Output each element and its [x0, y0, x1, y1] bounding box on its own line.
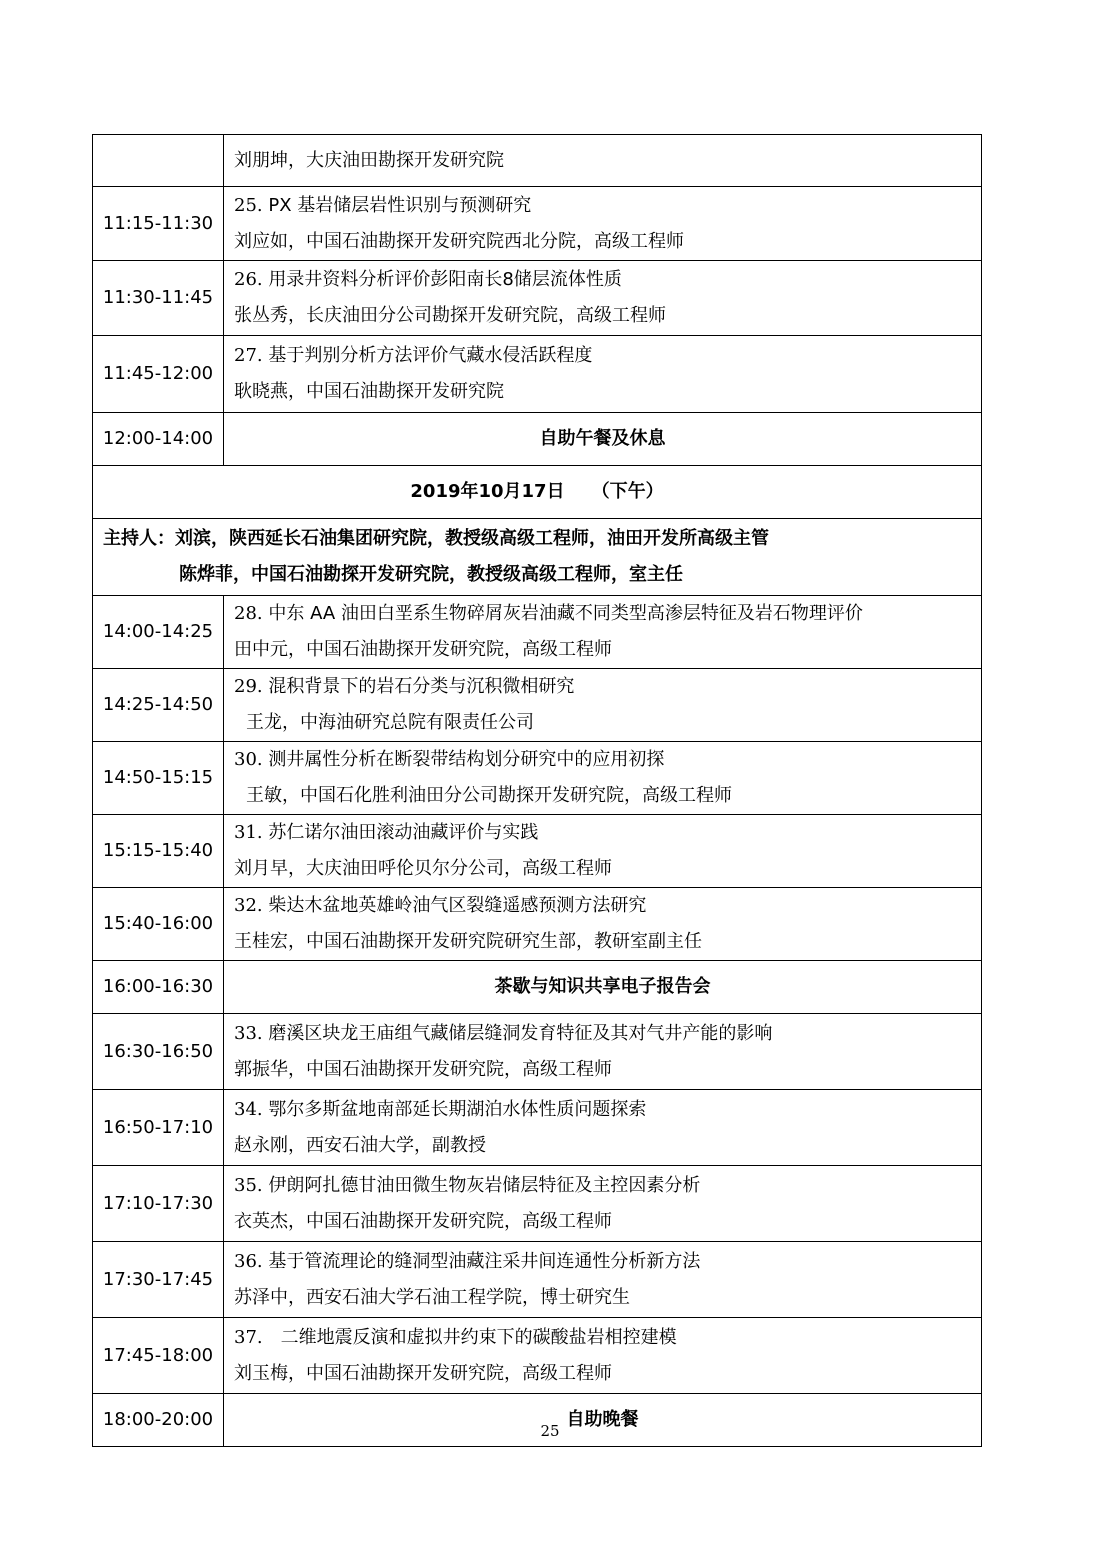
- time-cell: 14:00-14:25: [93, 596, 224, 669]
- talk-number: 35.: [234, 1174, 263, 1196]
- table-row: [93, 135, 982, 187]
- speaker-text: 刘玉梅，中国石油勘探开发研究院，高级工程师: [234, 1362, 612, 1384]
- talk-title-text: 测井属性分析在断裂带结构划分研究中的应用初探: [262, 749, 665, 770]
- talk-cell: [224, 888, 982, 961]
- speaker-text: 郭振华，中国石油勘探开发研究院，高级工程师: [234, 1058, 612, 1080]
- talk-title-text: 中东 AA 油田白垩系生物碎屑灰岩油藏不同类型高渗层特征及岩石物理评价: [262, 603, 863, 624]
- time-cell: 15:40-16:00: [93, 888, 224, 961]
- speaker-text: 刘应如，中国石油勘探开发研究院西北分院，高级工程师: [234, 230, 684, 252]
- speaker-text: 田中元，中国石油勘探开发研究院，高级工程师: [234, 639, 612, 660]
- talk-title: [234, 1092, 981, 1128]
- talk-cell: [224, 135, 982, 187]
- time-cell: 16:30-16:50: [93, 1014, 224, 1090]
- speaker-text: 张丛秀，长庆油田分公司勘探开发研究院，高级工程师: [234, 305, 666, 326]
- talk-title: [234, 262, 981, 298]
- table-row: [93, 1166, 982, 1242]
- table-row: [93, 888, 982, 961]
- time-cell: 15:15-15:40: [93, 815, 224, 888]
- tea-block: [93, 961, 982, 1014]
- talk-title-text: 伊朗阿扎德甘油田微生物灰岩储层特征及主控因素分析: [262, 1174, 701, 1196]
- talk-number: 27.: [234, 345, 263, 366]
- host-cell: [93, 519, 982, 596]
- talk-number: 25.: [234, 194, 263, 216]
- talk-title: [234, 1168, 981, 1204]
- talk-title: [234, 596, 981, 632]
- table-row: [93, 187, 982, 261]
- speaker-info: [234, 1128, 981, 1164]
- talk-title-text: 用录井资料分析评价彭阳南长8储层流体性质: [262, 269, 622, 290]
- speaker-text: 王桂宏，中国石油勘探开发研究院研究生部，教研室副主任: [234, 931, 702, 952]
- speaker-info: [234, 924, 981, 960]
- talk-title: [234, 742, 981, 778]
- talk-cell: [224, 1166, 982, 1242]
- talk-title-text: 二维地震反演和虚拟井约束下的碳酸盐岩相控建模: [262, 1326, 677, 1348]
- talk-number: 31.: [234, 822, 263, 843]
- talk-number: 36.: [234, 1250, 263, 1272]
- table-row: [93, 261, 982, 336]
- talk-title-text: 苏仁诺尔油田滚动油藏评价与实践: [262, 822, 539, 843]
- talk-number: 29.: [234, 676, 263, 697]
- speaker-info: [234, 1204, 981, 1240]
- host-line-2: 陈烨菲，中国石油勘探开发研究院，教授级高级工程师，室主任: [179, 564, 683, 585]
- speaker-text: 苏泽中，西安石油大学石油工程学院，博士研究生: [234, 1286, 630, 1308]
- speaker-text: 刘月早，大庆油田呼伦贝尔分公司，高级工程师: [234, 858, 612, 879]
- speaker-text: 王龙，中海油研究总院有限责任公司: [246, 712, 534, 733]
- time-cell: 14:50-15:15: [93, 742, 224, 815]
- talk-title-text: 刘朋坤，大庆油田勘探开发研究院: [234, 149, 504, 171]
- talk-cell: [224, 1242, 982, 1318]
- talk-title: [234, 669, 981, 705]
- talk-number: 30.: [234, 749, 263, 770]
- host-line-1: 主持人：刘滨，陕西延长石油集团研究院，教授级高级工程师，油田开发所高级主管: [103, 528, 769, 549]
- talk-title-text: 鄂尔多斯盆地南部延长期湖泊水体性质问题探索: [262, 1098, 647, 1120]
- talk-number: 34.: [234, 1098, 263, 1120]
- time-cell: 17:10-17:30: [93, 1166, 224, 1242]
- speaker-info: [234, 224, 981, 260]
- speaker-info: [234, 1052, 981, 1088]
- time-cell: 14:25-14:50: [93, 669, 224, 742]
- talk-title: [234, 1016, 981, 1052]
- talk-cell: [224, 596, 982, 669]
- table-row: [93, 961, 982, 1014]
- talk-title: [234, 888, 981, 924]
- table-row: [93, 519, 982, 596]
- speaker-text: 王敏，中国石化胜利油田分公司勘探开发研究院，高级工程师: [246, 785, 732, 806]
- table-row: [93, 466, 982, 519]
- talk-cell: [224, 1090, 982, 1166]
- speaker-text: 耿晓燕，中国石油勘探开发研究院: [234, 381, 504, 402]
- talk-title-text: 柴达木盆地英雄岭油气区裂缝遥感预测方法研究: [262, 895, 647, 916]
- table-row: [93, 1014, 982, 1090]
- table-row: [93, 336, 982, 413]
- talk-cell: [224, 1318, 982, 1394]
- break-label: 茶歇与知识共享电子报告会: [224, 961, 982, 1014]
- lunch-block: [93, 413, 982, 596]
- talk-cell: [224, 336, 982, 413]
- time-cell: [93, 135, 224, 187]
- table-row: [93, 596, 982, 669]
- talk-cell: [224, 669, 982, 742]
- session-header: 2019年10月17日 （下午）: [93, 466, 982, 519]
- speaker-info: [234, 1280, 981, 1316]
- table-row: [93, 413, 982, 466]
- talk-title: [234, 815, 981, 851]
- time-cell: 17:30-17:45: [93, 1242, 224, 1318]
- break-label: 自助午餐及休息: [224, 413, 982, 466]
- talk-title: [234, 143, 981, 179]
- speaker-info: [234, 705, 981, 741]
- morning-block: [93, 135, 982, 413]
- talk-title-text: 磨溪区块龙王庙组气藏储层缝洞发育特征及其对气井产能的影响: [262, 1022, 773, 1044]
- time-cell: 16:00-16:30: [93, 961, 224, 1014]
- speaker-text: 衣英杰，中国石油勘探开发研究院，高级工程师: [234, 1210, 612, 1232]
- talk-title: [234, 1320, 981, 1356]
- talk-number: 26.: [234, 269, 263, 290]
- break-label: 自助晚餐: [224, 1394, 982, 1447]
- talk-number: 32.: [234, 895, 263, 916]
- table-row: [93, 1242, 982, 1318]
- talk-title-text: 基于管流理论的缝洞型油藏注采井间连通性分析新方法: [262, 1250, 701, 1272]
- speaker-info: [234, 632, 981, 668]
- schedule-table: [92, 134, 982, 1447]
- talk-cell: [224, 261, 982, 336]
- table-row: [93, 1090, 982, 1166]
- page-number: 25: [540, 1422, 560, 1440]
- time-cell: 16:50-17:10: [93, 1090, 224, 1166]
- speaker-info: [234, 851, 981, 887]
- speaker-info: [234, 374, 981, 410]
- speaker-info: [234, 298, 981, 334]
- afternoon-block-1: [93, 596, 982, 961]
- afternoon-block-2: [93, 1014, 982, 1394]
- talk-cell: [224, 815, 982, 888]
- talk-title: [234, 188, 981, 224]
- time-cell: 11:45-12:00: [93, 336, 224, 413]
- talk-title-text: 混积背景下的岩石分类与沉积微相研究: [262, 676, 575, 697]
- talk-cell: [224, 1014, 982, 1090]
- talk-number: 37.: [234, 1326, 263, 1348]
- time-cell: 11:30-11:45: [93, 261, 224, 336]
- talk-title-text: 基于判别分析方法评价气藏水侵活跃程度: [262, 345, 593, 366]
- talk-title: [234, 338, 981, 374]
- talk-title-text: PX 基岩储层岩性识别与预测研究: [262, 194, 532, 216]
- talk-number: 33.: [234, 1022, 263, 1044]
- table-row: [93, 815, 982, 888]
- speaker-text: 赵永刚，西安石油大学，副教授: [234, 1134, 486, 1156]
- talk-cell: [224, 742, 982, 815]
- time-cell: 18:00-20:00: [93, 1394, 224, 1447]
- talk-title: [234, 1244, 981, 1280]
- talk-cell: [224, 187, 982, 261]
- speaker-info: [234, 778, 981, 814]
- table-row: [93, 1318, 982, 1394]
- speaker-info: [234, 1356, 981, 1392]
- talk-number: 28.: [234, 603, 263, 624]
- time-cell: 11:15-11:30: [93, 187, 224, 261]
- table-row: [93, 742, 982, 815]
- table-row: [93, 669, 982, 742]
- time-cell: 17:45-18:00: [93, 1318, 224, 1394]
- time-cell: 12:00-14:00: [93, 413, 224, 466]
